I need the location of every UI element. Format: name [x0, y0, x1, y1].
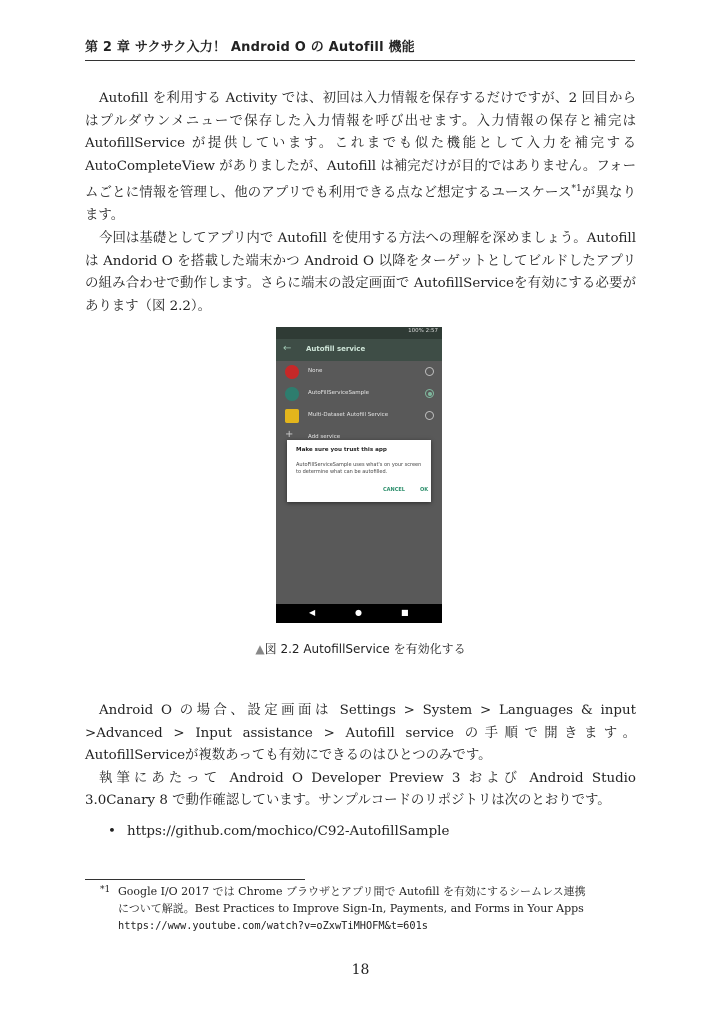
p1-tail-before: ス — [557, 185, 572, 201]
p4-line-2: Canary 8 で動作確認しています。サンプルコードのリポジトリは次のとおりです。 — [106, 793, 611, 809]
bullet-icon: • — [108, 824, 116, 839]
p2-line-3: ドしたアプリの組み合わせで動作します。さらに端末の設定画面で AutofillService — [85, 253, 636, 292]
triangle-icon: ▲ — [255, 642, 265, 656]
cancel-button[interactable]: CANCEL — [383, 487, 405, 493]
screen-title: Autofill service — [306, 345, 366, 353]
p4-line-1: 執筆にあたって Android O Developer Preview 3 および Android Studio 3.0 — [85, 770, 636, 809]
p3-line-3: が複数あっても有効にできるのはひとつのみです。 — [185, 748, 492, 764]
radio-button[interactable] — [425, 411, 434, 420]
service-row-none[interactable] — [276, 361, 442, 383]
back-arrow-icon[interactable]: ← — [283, 343, 292, 354]
footnote — [100, 883, 636, 935]
p1-line-2: からはプルダウンメニューで保存した入力情報を呼び出せます。入力情報の保存と — [85, 91, 637, 129]
p1-line-1: Autofill を利用する Activity では、初回は入力情報を保存するだけですが、2 回目 — [99, 91, 609, 106]
footnote-ref[interactable]: *1 — [571, 184, 582, 195]
caption-text: 図 2.2 AutofillService を有効化する — [264, 642, 466, 656]
page-number: 18 — [351, 962, 370, 978]
service-row-multi[interactable] — [276, 405, 442, 427]
p1-line-5: フォームごとに情報を管理し、他のアプリでも利用できる点など想定するユースケー — [85, 158, 636, 201]
p1-line-3: 補完は AutofillService が提供しています。これまでも似た機能として入力を補完す — [85, 113, 637, 152]
footnote-link[interactable]: https://www.youtube.com/watch?v=oZxwTiMHOFM&t=601s — [118, 920, 428, 932]
row-label: AutoFillServiceSample — [308, 390, 370, 396]
home-nav-icon[interactable]: ● — [355, 608, 362, 617]
android-icon — [285, 387, 299, 401]
footnote-line-1: Google I/O 2017 では Chrome ブラウザとアプリ間で Autofill を有効にするシームレス連携 — [118, 885, 586, 898]
settings-text — [85, 700, 636, 813]
footnote-line-2: について解説。Best Practices to Improve Sign-In, Payments, and Forms in Your Apps — [118, 902, 584, 915]
none-icon — [285, 365, 299, 379]
multi-dataset-icon — [285, 409, 299, 423]
footnote-body — [104, 883, 636, 935]
trust-dialog — [287, 440, 431, 502]
intro-text — [85, 88, 636, 318]
radio-button[interactable] — [425, 367, 434, 376]
repo-link[interactable]: https://github.com/mochico/C92-AutofillSample — [127, 824, 450, 839]
dialog-title: Make sure you trust this app — [296, 447, 387, 453]
app-bar — [276, 339, 442, 361]
footnote-divider — [85, 879, 305, 880]
paragraph-2 — [85, 228, 636, 318]
p2-line-4: を有効にする必要があります（図 2.2）。 — [85, 276, 637, 314]
dialog-message: AutoFillServiceSample uses what's on your screen to determine what can be autofilled. — [296, 462, 422, 475]
back-nav-icon[interactable]: ◀ — [309, 608, 316, 617]
p2-line-2: Autofill は Andorid O を搭載した端末かつ Android O 以降をターゲットとしてビル — [85, 231, 636, 269]
recents-nav-icon[interactable]: ■ — [401, 608, 409, 617]
service-row-sample[interactable] — [276, 383, 442, 405]
p3-line-1: Android O の場合、設定画面は Settings > System > Languages & input > — [85, 703, 636, 741]
paragraph-1 — [85, 88, 636, 228]
p1-tail-after: が異なります。 — [85, 185, 637, 224]
plus-icon: + — [285, 429, 294, 440]
paragraph-4 — [85, 768, 636, 813]
status-bar — [276, 327, 442, 339]
ok-button[interactable]: OK — [420, 487, 429, 493]
figure-caption — [0, 640, 721, 657]
status-text: 100% 2:57 — [408, 328, 438, 334]
radio-button-selected[interactable] — [425, 389, 434, 398]
running-header: 第 2 章 サクサク入力！ Android O の Autofill 機能 — [85, 36, 635, 61]
autofill-settings-screenshot — [276, 327, 442, 623]
nav-bar — [276, 604, 442, 623]
p3-line-2: Advanced > Input assistance > Autofill service の手順で開きます。AutofillService — [85, 725, 636, 764]
p2-line-1: 今回は基礎としてアプリ内で Autofill を使用する方法への理解を深めましょう。 — [99, 231, 587, 247]
row-label: None — [308, 368, 323, 374]
paragraph-3 — [85, 700, 636, 768]
p1-line-4: る AutoCompleteView がありましたが、Autofill は補完だけが目的ではありません。 — [85, 136, 636, 174]
row-label: Multi-Dataset Autofill Service — [308, 412, 389, 418]
footnote-mark: *1 — [100, 885, 111, 895]
row-label: Add service — [308, 434, 341, 440]
